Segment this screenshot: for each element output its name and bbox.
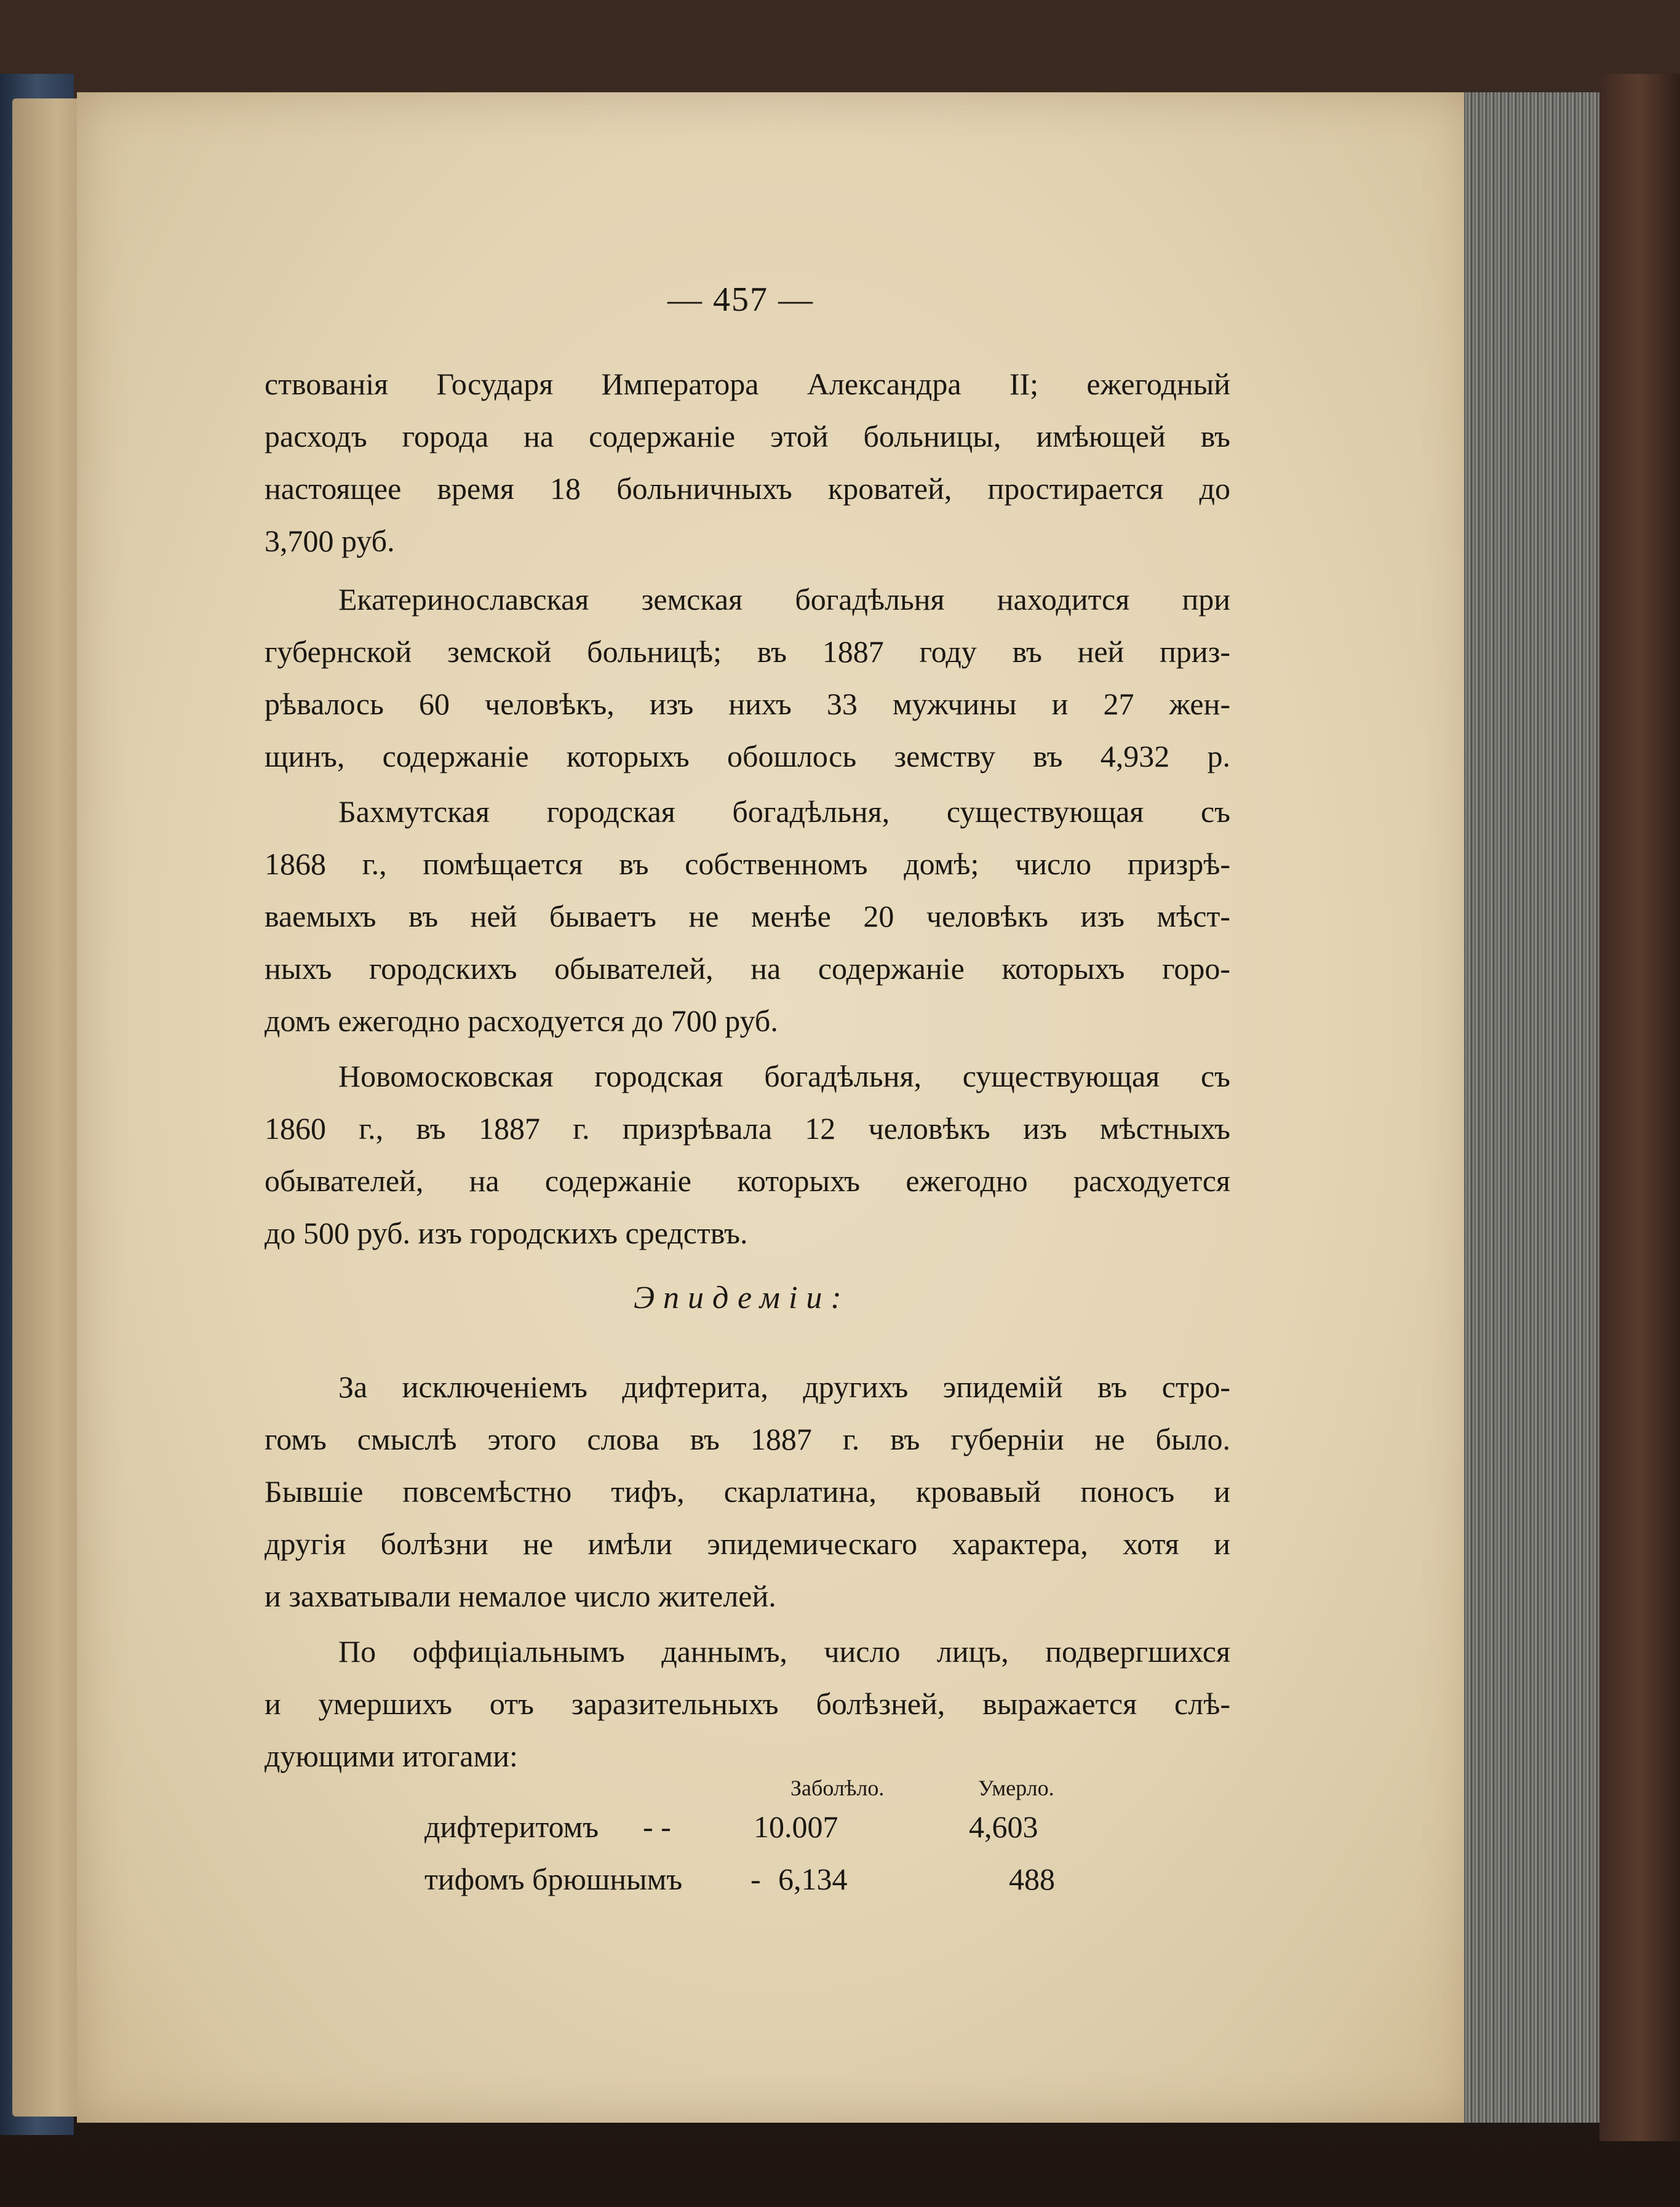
table-row-sick: 6,134 [778,1862,848,1896]
text-line: рѣвалось 60 человѣкъ, изъ нихъ 33 мужчины и 27 жен- [265,687,1230,721]
column-header-died: Умерло. [978,1776,1054,1800]
text-line: 3,700 руб. [265,524,395,558]
text-line: домъ ежегодно расходуется до 700 руб. [265,1004,778,1038]
text-line: настоящее время 18 больничныхъ кроватей, простирается до [265,471,1230,506]
text-line: 1868 г., помѣщается въ собственномъ домѣ; число призрѣ- [265,847,1230,881]
table-row-disease: дифтеритомъ [424,1810,599,1844]
text-line: Бывшіе повсемѣстно тифъ, скарлатина, кровавый поносъ и [265,1474,1230,1509]
column-header-sick: Заболѣло. [790,1776,885,1800]
page-number: — 457 — [667,281,814,319]
table-row-leader: - [750,1862,761,1896]
section-title: Эпидеміи: [634,1280,850,1315]
text-line: Бахмутская городская богадѣльня, существующая съ [338,794,1230,829]
right-cover [1599,74,1680,2141]
text-line: до 500 руб. изъ городскихъ средствъ. [265,1216,748,1250]
text-line: По оффиціальнымъ даннымъ, число лицъ, подвергшихся [338,1634,1230,1669]
text-line: дующими итогами: [265,1739,518,1773]
text-line: Екатеринославская земская богадѣльня находится при [338,582,1230,617]
text-line: ваемыхъ въ ней бываетъ не менѣе 20 человѣкъ изъ мѣст- [265,899,1230,933]
table-row-disease: тифомъ брюшнымъ [424,1862,683,1896]
text-line: и захватывали немалое число жителей. [265,1579,776,1613]
table-row-died: 488 [1009,1862,1055,1896]
text-line: губернской земской больницѣ; въ 1887 году въ ней приз- [265,634,1230,669]
page-stack-edges [1464,92,1599,2123]
text-line: За исключеніемъ дифтерита, другихъ эпидемій въ стро- [338,1370,1230,1404]
text-line: расходъ города на содержаніе этой больницы, имѣющей въ [265,419,1230,453]
table-row-leader: - - [643,1810,671,1844]
text-line: и умершихъ отъ заразительныхъ болѣзней, выражается слѣ- [265,1686,1230,1721]
table-row-sick: 10.007 [754,1810,838,1844]
table-row-died: 4,603 [969,1810,1038,1844]
text-line: 1860 г., въ 1887 г. призрѣвала 12 человѣкъ изъ мѣстныхъ [265,1111,1230,1146]
text-line: Новомосковская городская богадѣльня, существующая съ [338,1059,1230,1093]
text-line: ствованія Государя Императора Александра II; ежегодный [265,367,1230,401]
text-line: ныхъ городскихъ обывателей, на содержаніе которыхъ горо- [265,951,1230,986]
text-line: гомъ смыслѣ этого слова въ 1887 г. въ губерніи не было. [265,1422,1230,1456]
text-line: обывателей, на содержаніе которыхъ ежегодно расходуется [265,1163,1230,1198]
previous-page-edge [12,98,86,2117]
text-line: щинъ, содержаніе которыхъ обошлось земству въ 4,932 р. [265,739,1230,773]
text-line: другія болѣзни не имѣли эпидемическаго характера, хотя и [265,1527,1230,1561]
